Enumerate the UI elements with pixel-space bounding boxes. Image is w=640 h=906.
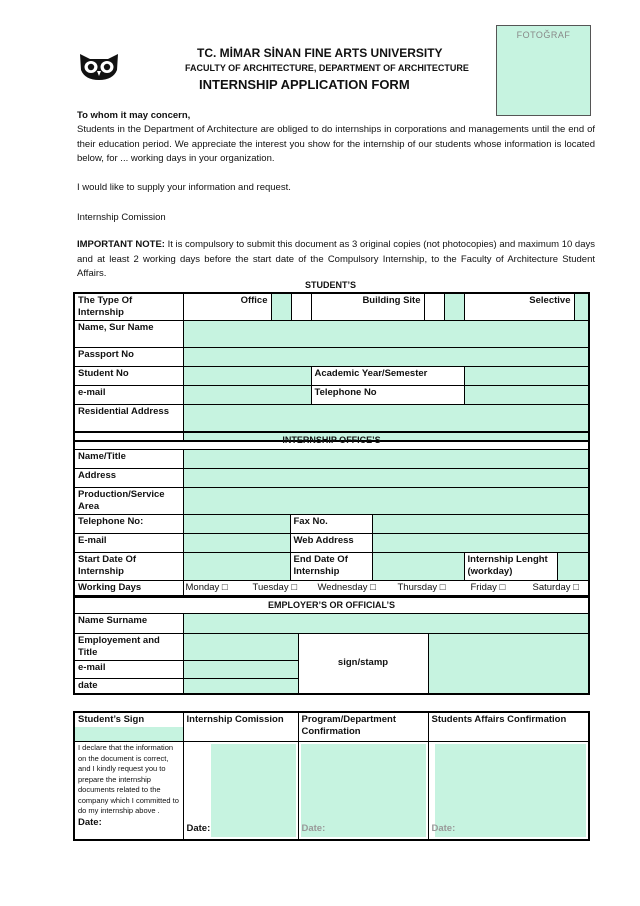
office-section-title: INTERNSHIP OFFICE’S xyxy=(74,432,589,449)
affairs-sign-field[interactable] xyxy=(435,744,587,837)
office-name-title-field[interactable] xyxy=(183,449,589,468)
office-email-field[interactable] xyxy=(183,533,290,552)
day-saturday-checkbox[interactable]: Saturday □ xyxy=(532,581,579,593)
name-surname-label: Name, Sur Name xyxy=(74,321,183,348)
student-sign-header xyxy=(74,712,183,742)
owl-logo-icon xyxy=(77,50,121,82)
office-checkbox[interactable] xyxy=(271,293,291,321)
sign-stamp-label: sign/stamp xyxy=(298,633,428,694)
faculty-name: FACULTY OF ARCHITECTURE, DEPARTMENT OF ARCHITECTURE xyxy=(185,63,469,73)
program-confirmation-header: Program/Department Confirmation xyxy=(298,712,428,742)
day-wednesday-checkbox[interactable]: Wednesday □ xyxy=(317,581,376,593)
day-tuesday-checkbox[interactable]: Tuesday □ xyxy=(252,581,297,593)
form-title: INTERNSHIP APPLICATION FORM xyxy=(199,77,410,92)
student-email-label: e-mail xyxy=(74,386,183,405)
residential-address-label: Residential Address xyxy=(74,405,183,441)
start-date-field[interactable] xyxy=(183,552,290,580)
passport-label: Passport No xyxy=(74,348,183,367)
student-table xyxy=(73,292,590,442)
end-date-label: End Date Of Internship xyxy=(290,552,372,580)
employer-date-field[interactable] xyxy=(183,678,298,694)
signatures-table xyxy=(73,711,590,841)
student-telephone-field[interactable] xyxy=(464,386,589,405)
production-area-field[interactable] xyxy=(183,487,589,514)
day-friday-checkbox[interactable]: Friday □ xyxy=(470,581,506,593)
employer-email-field[interactable] xyxy=(183,660,298,678)
student-date-label: Date: xyxy=(78,816,102,828)
affairs-date-label: Date: xyxy=(431,822,456,834)
working-days-options xyxy=(183,580,589,596)
note-text: It is compulsory to submit this document as 3 original copies (not photocopies) and maximum 10 days and at least 2 working days before the start date of the Compulsory Internship, to the Faculty of Architecture Student Affairs. xyxy=(77,239,595,279)
internship-length-label: Internship Lenght (workday) xyxy=(464,552,557,580)
student-email-field[interactable] xyxy=(183,386,311,405)
selective-option-label: Selective xyxy=(464,293,574,321)
affairs-sign-cell[interactable] xyxy=(428,742,589,840)
office-telephone-label: Telephone No: xyxy=(74,514,183,533)
office-name-title-label: Name/Title xyxy=(74,449,183,468)
spacer-cell xyxy=(291,293,311,321)
office-telephone-field[interactable] xyxy=(183,514,290,533)
web-address-field[interactable] xyxy=(372,533,589,552)
internship-length-field[interactable] xyxy=(557,552,589,580)
commission-date-label: Date: xyxy=(186,822,211,834)
spacer-cell xyxy=(424,293,444,321)
commission-signature: Internship Comission xyxy=(77,212,166,223)
employer-name-label: Name Surname xyxy=(74,613,183,633)
academic-year-label: Academic Year/Semester xyxy=(311,367,464,386)
employer-date-label: date xyxy=(74,678,183,694)
commission-sign-field[interactable] xyxy=(211,744,296,837)
affairs-confirmation-header: Students Affairs Confirmation xyxy=(428,712,589,742)
office-email-label: E-mail xyxy=(74,533,183,552)
web-address-label: Web Address xyxy=(290,533,372,552)
important-note xyxy=(77,238,595,282)
start-date-label: Start Date Of Internship xyxy=(74,552,183,580)
student-no-field[interactable] xyxy=(183,367,311,386)
end-date-field[interactable] xyxy=(372,552,464,580)
employer-section-title: EMPLOYER’S OR OFFICIAL’S xyxy=(74,597,589,613)
production-area-label: Production/Service Area xyxy=(74,487,183,514)
student-no-label: Student No xyxy=(74,367,183,386)
program-date-label: Date: xyxy=(301,822,326,834)
declaration-text: I declare that the information on the document is correct, and I kindly request you to prepare the internship documents related to the company which I committed to do my internship above . xyxy=(78,743,179,815)
university-name: TC. MİMAR SİNAN FINE ARTS UNIVERSITY xyxy=(197,46,443,60)
fax-field[interactable] xyxy=(372,514,589,533)
student-sign-field[interactable] xyxy=(75,727,183,741)
fax-label: Fax No. xyxy=(290,514,372,533)
intro-paragraph: Students in the Department of Architecture are obliged to do internships in corporations and managements until the end of their education period. We appreciate the interest you show for the internship of our students whose information is located below, for ... working days in your organization. xyxy=(77,124,595,164)
salutation: To whom it may concern, xyxy=(77,110,191,121)
office-option-label: Office xyxy=(183,293,271,321)
student-sign-label: Student’s Sign xyxy=(78,714,145,725)
day-thursday-checkbox[interactable]: Thursday □ xyxy=(397,581,446,593)
commission-sign-cell[interactable] xyxy=(183,742,298,840)
office-table xyxy=(73,431,590,597)
selective-checkbox[interactable] xyxy=(574,293,589,321)
student-telephone-label: Telephone No xyxy=(311,386,464,405)
internship-type-label: The Type Of Internship xyxy=(74,293,183,321)
commission-header: Internship Comission xyxy=(183,712,298,742)
passport-field[interactable] xyxy=(183,348,589,367)
employment-title-label: Employement and Title xyxy=(74,633,183,660)
office-address-field[interactable] xyxy=(183,468,589,487)
employer-email-label: e-mail xyxy=(74,660,183,678)
photo-box[interactable] xyxy=(496,25,591,116)
sign-stamp-field[interactable] xyxy=(428,633,589,694)
building-site-option-label: Building Site xyxy=(311,293,424,321)
office-address-label: Address xyxy=(74,468,183,487)
employment-title-field[interactable] xyxy=(183,633,298,660)
student-section-title: STUDENT’S xyxy=(304,280,356,290)
photo-label: FOTOĞRAF xyxy=(516,30,571,40)
name-surname-field[interactable] xyxy=(183,321,589,348)
request-line: I would like to supply your information and request. xyxy=(77,182,291,193)
academic-year-field[interactable] xyxy=(464,367,589,386)
day-monday-checkbox[interactable]: Monday □ xyxy=(185,581,228,593)
employer-table xyxy=(73,596,590,695)
program-sign-cell[interactable] xyxy=(298,742,428,840)
note-label: IMPORTANT NOTE: xyxy=(77,239,165,250)
employer-name-field[interactable] xyxy=(183,613,589,633)
building-site-checkbox[interactable] xyxy=(444,293,464,321)
working-days-label: Working Days xyxy=(74,580,183,596)
declaration-cell xyxy=(74,742,183,840)
